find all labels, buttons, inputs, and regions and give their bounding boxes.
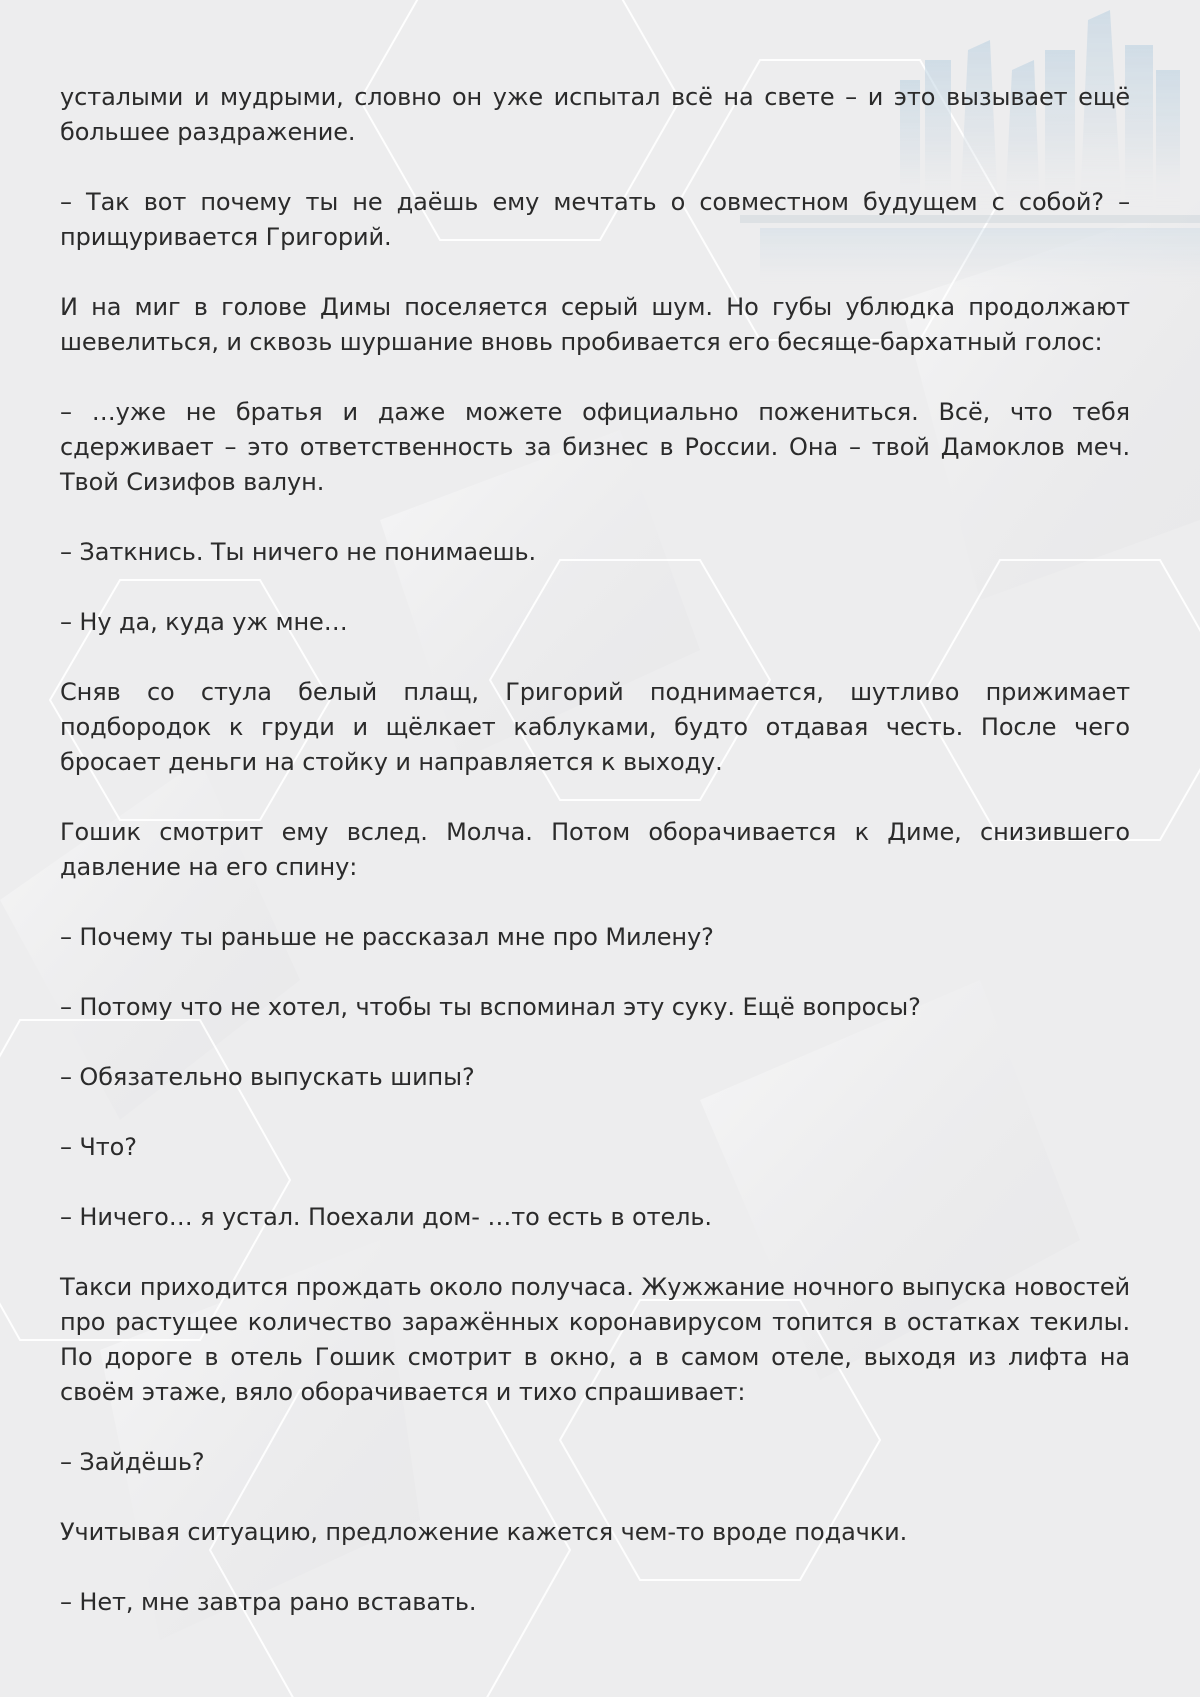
document-body: [60, 80, 1130, 1655]
paragraph: – Что?: [60, 1133, 137, 1161]
paragraph: усталыми и мудрыми, словно он уже испытал всё на свете – и это вызывает ещё большее раздражение.: [60, 83, 1130, 146]
paragraph: – Потому что не хотел, чтобы ты вспоминал эту суку. Ещё вопросы?: [60, 993, 921, 1021]
paragraph: – Обязательно выпускать шипы?: [60, 1063, 475, 1091]
paragraph: – Зайдёшь?: [60, 1448, 205, 1476]
paragraph: – Ну да, куда уж мне…: [60, 608, 348, 636]
paragraph: – Нет, мне завтра рано вставать.: [60, 1588, 477, 1616]
paragraph: – Ничего… я устал. Поехали дом- …то есть в отель.: [60, 1203, 712, 1231]
paragraph: Сняв со стула белый плащ, Григорий поднимается, шутливо прижимает подбородок к груди и щёлкает каблуками, будто отдавая честь. После чего бросает деньги на стойку и направляется к выходу.: [60, 678, 1130, 776]
paragraph: – Так вот почему ты не даёшь ему мечтать о совместном будущем с собой? – прищуривается Григорий.: [60, 188, 1130, 251]
paragraph: Учитывая ситуацию, предложение кажется чем-то вроде подачки.: [60, 1518, 908, 1546]
paragraph: И на миг в голове Димы поселяется серый шум. Но губы ублюдка продолжают шевелиться, и сквозь шуршание вновь пробивается его бесяще-бархатный голос:: [60, 293, 1130, 356]
paragraph: – Почему ты раньше не рассказал мне про Милену?: [60, 923, 714, 951]
paragraph: – …уже не братья и даже можете официально пожениться. Всё, что тебя сдерживает – это ответственность за бизнес в России. Она – твой Дамоклов меч. Твой Сизифов валун.: [60, 398, 1130, 496]
paragraph: Такси приходится прождать около получаса. Жужжание ночного выпуска новостей про растущее количество заражённых коронавирусом топится в остатках текилы. По дороге в отель Гошик смотрит в окно, а в самом отеле, выходя из лифта на своём этаже, вяло оборачивается и тихо спрашивает:: [60, 1273, 1130, 1406]
paragraph: – Заткнись. Ты ничего не понимаешь.: [60, 538, 537, 566]
paragraph: Гошик смотрит ему вслед. Молча. Потом оборачивается к Диме, снизившего давление на его спину:: [60, 818, 1130, 881]
